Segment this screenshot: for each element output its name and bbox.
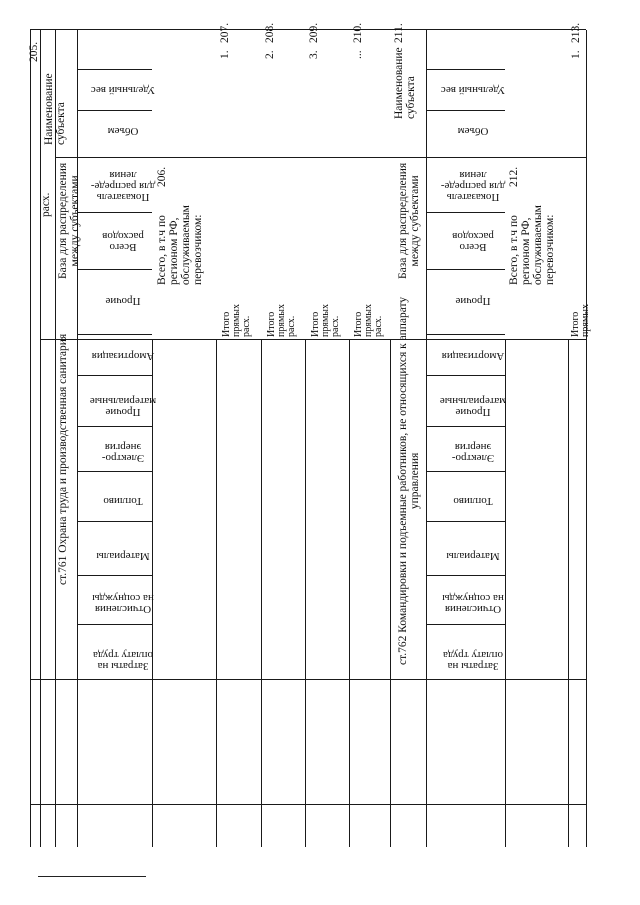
s1-rash-label: расх. xyxy=(40,192,52,217)
line-row-205-211 xyxy=(30,804,586,805)
s2-col-header: Электро- энергия xyxy=(451,441,495,464)
s1-name-header: Наименование субъекта xyxy=(43,73,67,145)
line-top xyxy=(30,30,31,847)
line-s2-col xyxy=(426,426,505,427)
row-number-205: 205. xyxy=(28,41,40,62)
line-s2-title xyxy=(426,30,427,847)
line-row-name xyxy=(30,679,586,680)
s1-col-header: Отчисления на соцнужды xyxy=(92,592,154,615)
row-number-211: 211. xyxy=(393,23,405,43)
row-base-text: Итого прямых xyxy=(570,304,591,337)
row-number: 206. xyxy=(156,166,168,187)
line-s1-col xyxy=(77,575,152,576)
s2-col-header: Прочие материальные xyxy=(439,395,507,418)
line-bottom xyxy=(586,30,587,847)
line-s2-col xyxy=(426,375,505,376)
line-s2-col xyxy=(426,110,505,111)
row-name: ... xyxy=(352,50,364,59)
s2-base-header: Объем xyxy=(457,125,489,138)
row-number: 210. xyxy=(352,22,364,43)
line-s1-title xyxy=(77,30,78,847)
line-s2-col xyxy=(426,334,505,335)
row-number: 209. xyxy=(308,22,320,43)
s1-col-header: Затраты на оплату труда xyxy=(93,649,153,672)
s1-base-header: Объем xyxy=(107,125,139,138)
s1-col-header: Топливо xyxy=(103,495,143,508)
s2-col-header: Прочие xyxy=(455,295,491,308)
line-s1-207 xyxy=(261,340,262,847)
line-s1-209 xyxy=(349,340,350,847)
line-s1-col xyxy=(77,269,152,270)
s1-base-header: Удельный вес xyxy=(90,84,156,97)
line-s2-col xyxy=(426,69,505,70)
row-base-text: Итого прямых расх. xyxy=(266,304,297,337)
s2-col-header: Амортизация xyxy=(441,350,505,363)
s1-base-title: База для распределения между субъектами xyxy=(57,162,81,279)
line-number-col xyxy=(40,30,41,847)
s1-col-header: Прочие материальные xyxy=(89,395,157,418)
line-s1-col xyxy=(77,375,152,376)
row-number: 213. xyxy=(570,22,582,43)
line-s1-210 xyxy=(390,340,391,847)
footnote-rule xyxy=(38,876,146,877)
line-s1-208 xyxy=(305,340,306,847)
line-s2-col xyxy=(426,269,505,270)
row-name: 3. xyxy=(308,50,320,59)
line-s1-col xyxy=(77,69,152,70)
s1-col-header: Всего расходов xyxy=(102,230,144,253)
line-s2-col xyxy=(426,212,505,213)
line-s1-rash xyxy=(55,30,56,847)
s2-name-header: Наименование субъекта xyxy=(393,47,417,119)
line-s2-col xyxy=(426,624,505,625)
s2-col-header: Затраты на оплату труда xyxy=(443,649,503,672)
line-s1-col xyxy=(77,521,152,522)
line-s1-col xyxy=(77,624,152,625)
s2-col-header: Материалы xyxy=(446,550,500,563)
s2-base-header: Показатель для распреде- ления xyxy=(440,169,506,204)
s1-col-header: Электро- энергия xyxy=(101,441,145,464)
s1-title: ст.761 Охрана труда и производственная санитария xyxy=(57,333,69,585)
row-base-text: Итого прямых расх. xyxy=(353,304,384,337)
row-base-text: Итого прямых расх. xyxy=(310,304,341,337)
row-number: 208. xyxy=(264,22,276,43)
s2-base-header: Удельный вес xyxy=(440,84,506,97)
line-s2-col xyxy=(426,471,505,472)
s1-col-header: Материалы xyxy=(96,550,150,563)
row-name: 2. xyxy=(264,50,276,59)
line-s1-col xyxy=(77,471,152,472)
row-base-text: Итого прямых расх. xyxy=(221,304,252,337)
s2-col-header: Отчисления на соцнужды xyxy=(442,592,504,615)
line-s2-col xyxy=(426,521,505,522)
s1-col-header: Прочие xyxy=(105,295,141,308)
s2-title: ст.762 Командировки и подъемные работников, не относящихся к аппарату управления xyxy=(397,296,421,665)
line-s1-206 xyxy=(216,340,217,847)
s1-col-header: Амортизация xyxy=(91,350,155,363)
row-name: Всего, в т.ч по регионом РФ, обслуживаемым перевозчиком: xyxy=(156,205,204,285)
s1-base-header: Показатель для распреде- ления xyxy=(90,169,156,204)
row-number: 207. xyxy=(219,22,231,43)
line-s1-col xyxy=(77,334,152,335)
line-base-title xyxy=(55,157,586,158)
line-s1-col xyxy=(77,110,152,111)
line-s1-col xyxy=(77,212,152,213)
line-s2-col xyxy=(426,575,505,576)
row-name: Всего, в т.ч по регионом РФ, обслуживаемым перевозчиком: xyxy=(508,205,556,285)
row-name: 1. xyxy=(219,50,231,59)
row-number: 212. xyxy=(508,166,520,187)
row-name: 1. xyxy=(570,50,582,59)
line-s2-212 xyxy=(568,340,569,847)
s2-base-title: База для распределения между субъектами xyxy=(397,162,421,279)
s2-col-header: Всего расходов xyxy=(452,230,494,253)
line-s1-col xyxy=(77,426,152,427)
s2-col-header: Топливо xyxy=(453,495,493,508)
